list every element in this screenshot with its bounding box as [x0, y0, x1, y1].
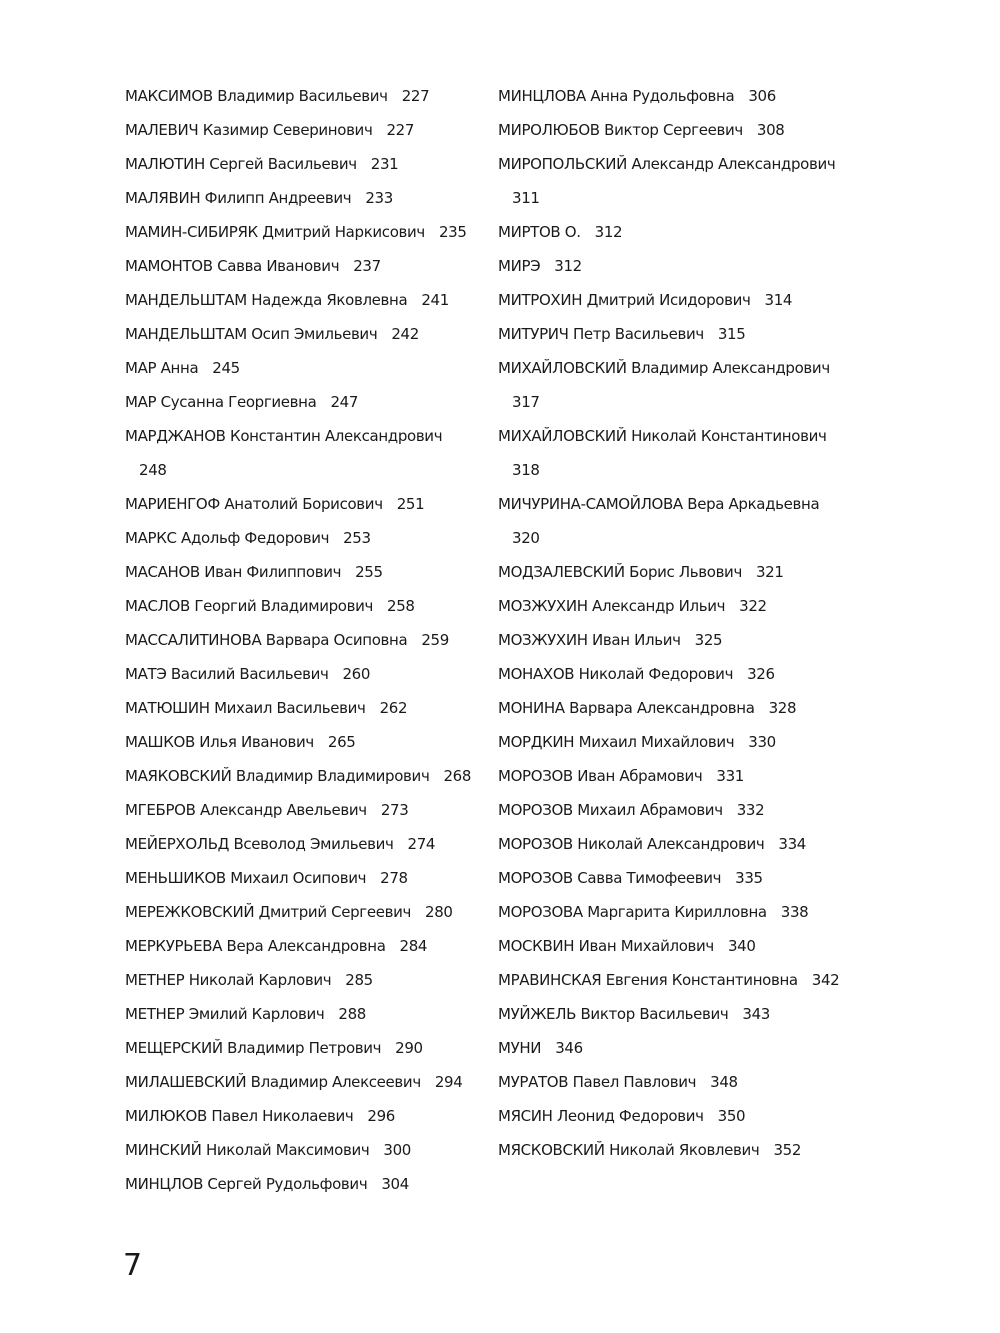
index-entry	[125, 793, 485, 827]
entry-name: МИТРОХИН Дмитрий Исидорович	[498, 291, 751, 309]
entry-page: 294	[434, 1073, 463, 1091]
entry-page: 273	[380, 801, 409, 819]
entry-page: 259	[421, 631, 449, 649]
index-entry	[125, 79, 485, 113]
index-entry	[498, 691, 858, 725]
index-entry	[125, 487, 485, 521]
entry-name: МАСЛОВ Георгий Владимирович	[125, 597, 373, 615]
index-entry	[125, 1167, 485, 1201]
index-entry	[125, 657, 485, 691]
index-entry	[125, 589, 485, 623]
entry-page: 268	[443, 767, 472, 785]
entry-page: 346	[555, 1039, 583, 1057]
index-entry	[498, 351, 858, 419]
index-entry	[498, 1099, 858, 1133]
entry-name: МЕТНЕР Эмилий Карлович	[125, 1005, 325, 1023]
index-entry	[498, 113, 858, 147]
index-entry	[125, 1099, 485, 1133]
entry-page: 328	[768, 699, 797, 717]
entry-page: 334	[778, 835, 806, 853]
entry-page: 342	[811, 971, 840, 989]
index-entry	[125, 929, 485, 963]
entry-page: 308	[756, 121, 785, 139]
entry-page: 233	[365, 189, 393, 207]
index-entry	[498, 147, 858, 215]
index-entry	[125, 147, 485, 181]
entry-page: 253	[343, 529, 371, 547]
entry-page: 245	[212, 359, 240, 377]
entry-name: МИРТОВ О.	[498, 223, 581, 241]
entry-name: МАТЭ Василий Васильевич	[125, 665, 329, 683]
entry-name: МИХАЙЛОВСКИЙ Николай Константинович	[498, 427, 827, 445]
index-entry	[125, 419, 485, 487]
entry-page: 320	[512, 529, 540, 547]
index-entry	[125, 691, 485, 725]
index-entry	[498, 725, 858, 759]
entry-name: МГЕБРОВ Александр Авельевич	[125, 801, 367, 819]
entry-name: МИЧУРИНА-САМОЙЛОВА Вера Аркадьевна	[498, 495, 820, 513]
index-entry	[125, 623, 485, 657]
entry-page: 235	[438, 223, 467, 241]
index-entry	[498, 861, 858, 895]
entry-name: МУРАТОВ Павел Павлович	[498, 1073, 697, 1091]
entry-name: МЕРЕЖКОВСКИЙ Дмитрий Сергеевич	[125, 903, 411, 921]
entry-page: 242	[391, 325, 419, 343]
entry-page: 274	[407, 835, 436, 853]
index-entry	[125, 113, 485, 147]
entry-page: 312	[594, 223, 623, 241]
index-entry	[125, 181, 485, 215]
entry-name: МАРКС Адольф Федорович	[125, 529, 330, 547]
entry-page: 311	[512, 189, 540, 207]
index-entry	[498, 827, 858, 861]
entry-page: 321	[755, 563, 784, 581]
entry-page: 280	[425, 903, 453, 921]
entry-name: МАР Анна	[125, 359, 199, 377]
entry-page: 247	[330, 393, 359, 411]
index-entry	[125, 351, 485, 385]
index-entry	[125, 997, 485, 1031]
entry-page: 285	[345, 971, 373, 989]
entry-name: МАШКОВ Илья Иванович	[125, 733, 314, 751]
entry-page: 312	[554, 257, 582, 275]
index-entry	[498, 929, 858, 963]
index-entry	[498, 1065, 858, 1099]
entry-name: МАМИН-СИБИРЯК Дмитрий Наркисович	[125, 223, 425, 241]
index-entry	[498, 793, 858, 827]
entry-page: 348	[710, 1073, 738, 1091]
entry-name: МОРОЗОВ Иван Абрамович	[498, 767, 703, 785]
index-entry	[498, 895, 858, 929]
entry-name: МОРОЗОВ Савва Тимофеевич	[498, 869, 722, 887]
entry-name: МАЛЯВИН Филипп Андреевич	[125, 189, 352, 207]
entry-page: 241	[421, 291, 449, 309]
entry-name: МОРОЗОВА Маргарита Кирилловна	[498, 903, 767, 921]
index-entry	[498, 555, 858, 589]
index-entry	[125, 725, 485, 759]
entry-page: 227	[386, 121, 415, 139]
entry-name: МАНДЕЛЬШТАМ Осип Эмильевич	[125, 325, 378, 343]
index-column-right	[498, 79, 858, 1167]
entry-name: МИРОПОЛЬСКИЙ Александр Александрович	[498, 155, 836, 173]
index-entry	[498, 419, 858, 487]
entry-page: 331	[716, 767, 744, 785]
index-entry	[498, 623, 858, 657]
entry-name: МРАВИНСКАЯ Евгения Константиновна	[498, 971, 798, 989]
entry-name: МИЛЮКОВ Павел Николаевич	[125, 1107, 354, 1125]
entry-name: МОНАХОВ Николай Федорович	[498, 665, 734, 683]
entry-page: 237	[353, 257, 381, 275]
entry-page: 314	[764, 291, 793, 309]
index-entry	[498, 487, 858, 555]
entry-page: 304	[381, 1175, 409, 1193]
entry-page: 262	[379, 699, 408, 717]
entry-page: 317	[512, 393, 540, 411]
entry-page: 322	[739, 597, 767, 615]
entry-name: МИНЦЛОВ Сергей Рудольфович	[125, 1175, 368, 1193]
index-entry	[125, 1065, 485, 1099]
index-entry	[498, 317, 858, 351]
entry-name: МЕЙЕРХОЛЬД Всеволод Эмильевич	[125, 835, 394, 853]
entry-name: МИНЦЛОВА Анна Рудольфовна	[498, 87, 735, 105]
entry-name: МЕТНЕР Николай Карлович	[125, 971, 332, 989]
entry-page: 227	[401, 87, 430, 105]
entry-name: МИТУРИЧ Петр Васильевич	[498, 325, 704, 343]
entry-page: 315	[717, 325, 746, 343]
index-entry	[498, 963, 858, 997]
entry-name: МОСКВИН Иван Михайлович	[498, 937, 714, 955]
entry-name: МАНДЕЛЬШТАМ Надежда Яковлевна	[125, 291, 408, 309]
entry-page: 248	[139, 461, 167, 479]
index-entry	[125, 283, 485, 317]
entry-page: 260	[342, 665, 371, 683]
entry-name: МАР Сусанна Георгиевна	[125, 393, 317, 411]
entry-page: 325	[694, 631, 723, 649]
index-entry	[125, 555, 485, 589]
index-entry	[498, 589, 858, 623]
entry-page: 335	[735, 869, 763, 887]
entry-name: МАЯКОВСКИЙ Владимир Владимирович	[125, 767, 430, 785]
index-entry	[125, 759, 485, 793]
page-number: 7	[123, 1248, 143, 1283]
entry-page: 338	[780, 903, 809, 921]
entry-name: МИРОЛЮБОВ Виктор Сергеевич	[498, 121, 743, 139]
entry-name: МАМОНТОВ Савва Иванович	[125, 257, 340, 275]
entry-page: 326	[747, 665, 775, 683]
index-entry	[498, 79, 858, 113]
entry-name: МЕЩЕРСКИЙ Владимир Петрович	[125, 1039, 382, 1057]
index-entry	[498, 997, 858, 1031]
entry-name: МИХАЙЛОВСКИЙ Владимир Александрович	[498, 359, 830, 377]
entry-page: 288	[338, 1005, 367, 1023]
entry-page: 340	[727, 937, 756, 955]
entry-page: 300	[383, 1141, 411, 1159]
entry-page: 290	[395, 1039, 423, 1057]
index-entry	[498, 759, 858, 793]
index-entry	[498, 249, 858, 283]
entry-name: МАРИЕНГОФ Анатолий Борисович	[125, 495, 383, 513]
entry-page: 284	[399, 937, 428, 955]
index-entry	[125, 827, 485, 861]
entry-name: МАССАЛИТИНОВА Варвара Осиповна	[125, 631, 408, 649]
entry-page: 350	[717, 1107, 746, 1125]
index-entry	[498, 215, 858, 249]
entry-page: 258	[387, 597, 415, 615]
entry-name: МУНИ	[498, 1039, 542, 1057]
index-entry	[498, 283, 858, 317]
entry-page: 255	[355, 563, 383, 581]
entry-page: 231	[370, 155, 399, 173]
entry-page: 318	[512, 461, 540, 479]
entry-name: МЕНЬШИКОВ Михаил Осипович	[125, 869, 367, 887]
index-entry	[125, 963, 485, 997]
entry-page: 278	[380, 869, 408, 887]
entry-name: МАЛЕВИЧ Казимир Северинович	[125, 121, 373, 139]
entry-page: 251	[396, 495, 425, 513]
index-entry	[125, 1133, 485, 1167]
entry-page: 306	[748, 87, 776, 105]
entry-name: МИНСКИЙ Николай Максимович	[125, 1141, 370, 1159]
entry-name: МУЙЖЕЛЬ Виктор Васильевич	[498, 1005, 729, 1023]
entry-page: 332	[736, 801, 765, 819]
index-entry	[125, 895, 485, 929]
index-entry	[125, 317, 485, 351]
entry-name: МЕРКУРЬЕВА Вера Александровна	[125, 937, 386, 955]
entry-name: МИРЭ	[498, 257, 541, 275]
entry-name: МОЗЖУХИН Александр Ильич	[498, 597, 726, 615]
entry-name: МОЗЖУХИН Иван Ильич	[498, 631, 681, 649]
entry-name: МОРДКИН Михаил Михайлович	[498, 733, 735, 751]
entry-name: МАЛЮТИН Сергей Васильевич	[125, 155, 357, 173]
index-entry	[498, 1031, 858, 1065]
index-entry	[498, 657, 858, 691]
entry-name: МОНИНА Варвара Александровна	[498, 699, 755, 717]
index-entry	[125, 385, 485, 419]
entry-page: 330	[748, 733, 776, 751]
entry-name: МОРОЗОВ Михаил Абрамович	[498, 801, 723, 819]
index-entry	[125, 861, 485, 895]
entry-page: 265	[327, 733, 356, 751]
entry-name: МАКСИМОВ Владимир Васильевич	[125, 87, 388, 105]
entry-name: МАТЮШИН Михаил Васильевич	[125, 699, 366, 717]
entry-name: МЯСИН Леонид Федорович	[498, 1107, 704, 1125]
entry-name: МАСАНОВ Иван Филиппович	[125, 563, 342, 581]
index-entry	[125, 249, 485, 283]
index-entry	[125, 1031, 485, 1065]
entry-page: 296	[367, 1107, 395, 1125]
entry-page: 352	[773, 1141, 802, 1159]
index-entry	[125, 215, 485, 249]
entry-name: МАРДЖАНОВ Константин Александрович	[125, 427, 443, 445]
index-entry	[498, 1133, 858, 1167]
index-entry	[125, 521, 485, 555]
entry-name: МЯСКОВСКИЙ Николай Яковлевич	[498, 1141, 760, 1159]
entry-name: МОРОЗОВ Николай Александрович	[498, 835, 765, 853]
entry-name: МИЛАШЕВСКИЙ Владимир Алексеевич	[125, 1073, 421, 1091]
index-column-left	[125, 79, 485, 1201]
entry-name: МОДЗАЛЕВСКИЙ Борис Львович	[498, 563, 742, 581]
entry-page: 343	[742, 1005, 771, 1023]
